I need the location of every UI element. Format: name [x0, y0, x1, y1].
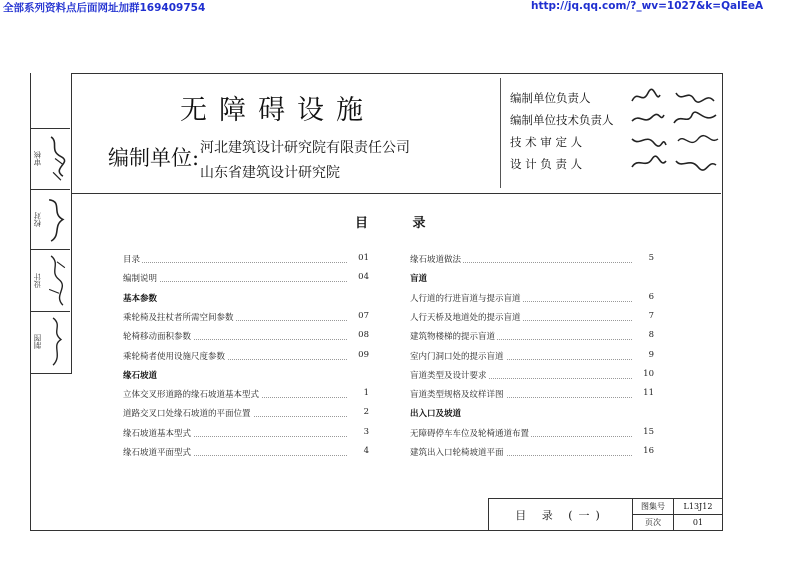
sidebar-label: 制图: [33, 334, 42, 350]
toc-entry[interactable]: [410, 330, 654, 344]
toc-entry[interactable]: [123, 272, 369, 286]
toc-entry-page: 15: [643, 426, 654, 437]
toc-section-heading: 出入口及坡道: [410, 409, 462, 420]
title-block: [488, 498, 722, 530]
sidebar-row-review: [31, 128, 70, 189]
toc-entry-page: 6: [648, 291, 654, 302]
toc-entry[interactable]: [410, 369, 654, 383]
toc-entry-page: 07: [358, 310, 369, 321]
toc-entry[interactable]: [123, 388, 369, 402]
toc-entry[interactable]: [123, 446, 369, 460]
atlas-number-label: 图集号: [633, 499, 674, 514]
toc-entry-title: 室内门洞口处的提示盲道: [410, 351, 504, 362]
toc-entry[interactable]: [123, 311, 369, 325]
signature-icon: [630, 131, 720, 151]
toc-entry[interactable]: [123, 330, 369, 344]
banner-right-link[interactable]: http://jq.qq.com/?_wv=1027&k=QalEeA: [531, 0, 764, 12]
toc-entry-page: 10: [643, 368, 654, 379]
toc-entry-title: 立体交叉形道路的缘石坡道基本型式: [123, 390, 260, 401]
header-divider: [500, 78, 501, 188]
toc-entry-title: 编制说明: [123, 274, 158, 285]
toc-section-heading: 缘石坡道: [123, 370, 158, 381]
toc-entry[interactable]: [410, 292, 654, 306]
toc-entry-page: 1: [363, 388, 369, 399]
responsible-label: 编制单位技术负责人: [510, 113, 614, 127]
top-banner: [0, 0, 793, 16]
toc-entry-page: 16: [643, 446, 654, 456]
toc-entry[interactable]: [410, 427, 654, 441]
toc-entry-title: 缘石坡道基本型式: [123, 428, 192, 439]
sidebar-row-design: [31, 249, 70, 311]
toc-entry-page: 09: [358, 349, 369, 360]
unit-name-1: 河北建筑设计研究院有限责任公司: [200, 140, 410, 156]
responsible-label: 技 术 审 定 人: [510, 135, 583, 149]
toc-entry-page: 4: [363, 446, 369, 456]
toc-entry-title: 乘轮椅者使用设施尺度参数: [123, 351, 226, 362]
toc-entry-page: 2: [363, 407, 369, 418]
toc-entry-title: 缘石坡道做法: [410, 255, 462, 265]
unit-name-2: 山东省建筑设计研究院: [200, 165, 340, 181]
atlas-number-value: L13J12: [683, 502, 713, 511]
toc-entry-page: 7: [648, 310, 654, 321]
toc-title: 目 录: [355, 216, 446, 231]
toc-entry-page: 04: [358, 272, 369, 283]
responsible-label: 编制单位负责人: [510, 91, 591, 105]
toc-entry-title: 建筑出入口轮椅坡道平面: [410, 448, 504, 458]
sidebar-label: 校对: [33, 212, 42, 227]
page-number-label: 页次: [633, 515, 674, 530]
page-number-value: 01: [692, 518, 704, 527]
toc-entry-title: 建筑物楼梯的提示盲道: [410, 332, 496, 343]
toc-entry-page: 3: [363, 426, 369, 437]
toc-entry-page: 8: [648, 330, 654, 341]
toc-section-heading: 基本参数: [123, 293, 158, 304]
toc-entry[interactable]: [123, 350, 369, 364]
toc-entry-title: 乘轮椅及拄杖者所需空间参数: [123, 312, 234, 323]
title-block-name: 目 录 (一): [489, 499, 633, 530]
signature-stamp-icon: [45, 129, 69, 189]
sidebar-row-drafting: [31, 311, 70, 372]
toc-entry-title: 道路交叉口处缘石坡道的平面位置: [123, 409, 251, 420]
toc-entry-title: 盲道类型及设计要求: [410, 370, 487, 381]
unit-label: 编制单位:: [108, 146, 200, 170]
toc-entry-title: 目录: [123, 255, 141, 265]
banner-left-text: 全部系列资料点后面网址加群169409754: [3, 2, 206, 14]
signature-stamp-icon: [45, 250, 69, 311]
signature-stamp-icon: [45, 190, 69, 249]
toc-entry[interactable]: [410, 311, 654, 325]
responsible-label: 设 计 负 责 人: [510, 157, 583, 171]
signature-stamp-icon: [45, 312, 69, 372]
toc-entry-title: 人行道的行进盲道与提示盲道: [410, 293, 521, 304]
toc-entry-page: 11: [643, 388, 654, 399]
toc-entry-title: 人行天桥及地道处的提示盲道: [410, 312, 521, 323]
signature-icon: [630, 87, 720, 107]
toc-entry-title: 轮椅移动面积参数: [123, 332, 192, 343]
signature-icon: [630, 153, 720, 173]
sidebar-label: 设计: [33, 273, 42, 288]
toc-leader-dots: [123, 262, 347, 263]
toc-entry-page: 5: [648, 253, 654, 263]
toc-entry-page: 9: [648, 349, 654, 360]
toc-entry[interactable]: [410, 253, 654, 267]
toc-entry[interactable]: [123, 427, 369, 441]
toc-entry-page: 08: [358, 330, 369, 341]
sidebar-label: 审核: [33, 151, 42, 167]
toc-section-heading: 盲道: [410, 274, 428, 285]
document-title: 无障碍设施: [180, 95, 375, 126]
toc-entry-title: 盲道类型规格及纹样详图: [410, 390, 504, 401]
sidebar-row-proofread: [31, 189, 70, 249]
toc-entry-title: 无障碍停车车位及轮椅通道布置: [410, 428, 530, 439]
review-sidebar: [30, 73, 72, 374]
toc-entry[interactable]: [410, 446, 654, 460]
toc-entry[interactable]: [410, 350, 654, 364]
toc-entry[interactable]: [123, 407, 369, 421]
toc-entry[interactable]: [123, 253, 369, 267]
toc-entry-title: 缘石坡道平面型式: [123, 448, 192, 458]
responsible-row: [510, 156, 720, 178]
toc-entry-page: 01: [358, 253, 369, 263]
signature-icon: [630, 109, 720, 129]
toc-entry[interactable]: [410, 388, 654, 402]
